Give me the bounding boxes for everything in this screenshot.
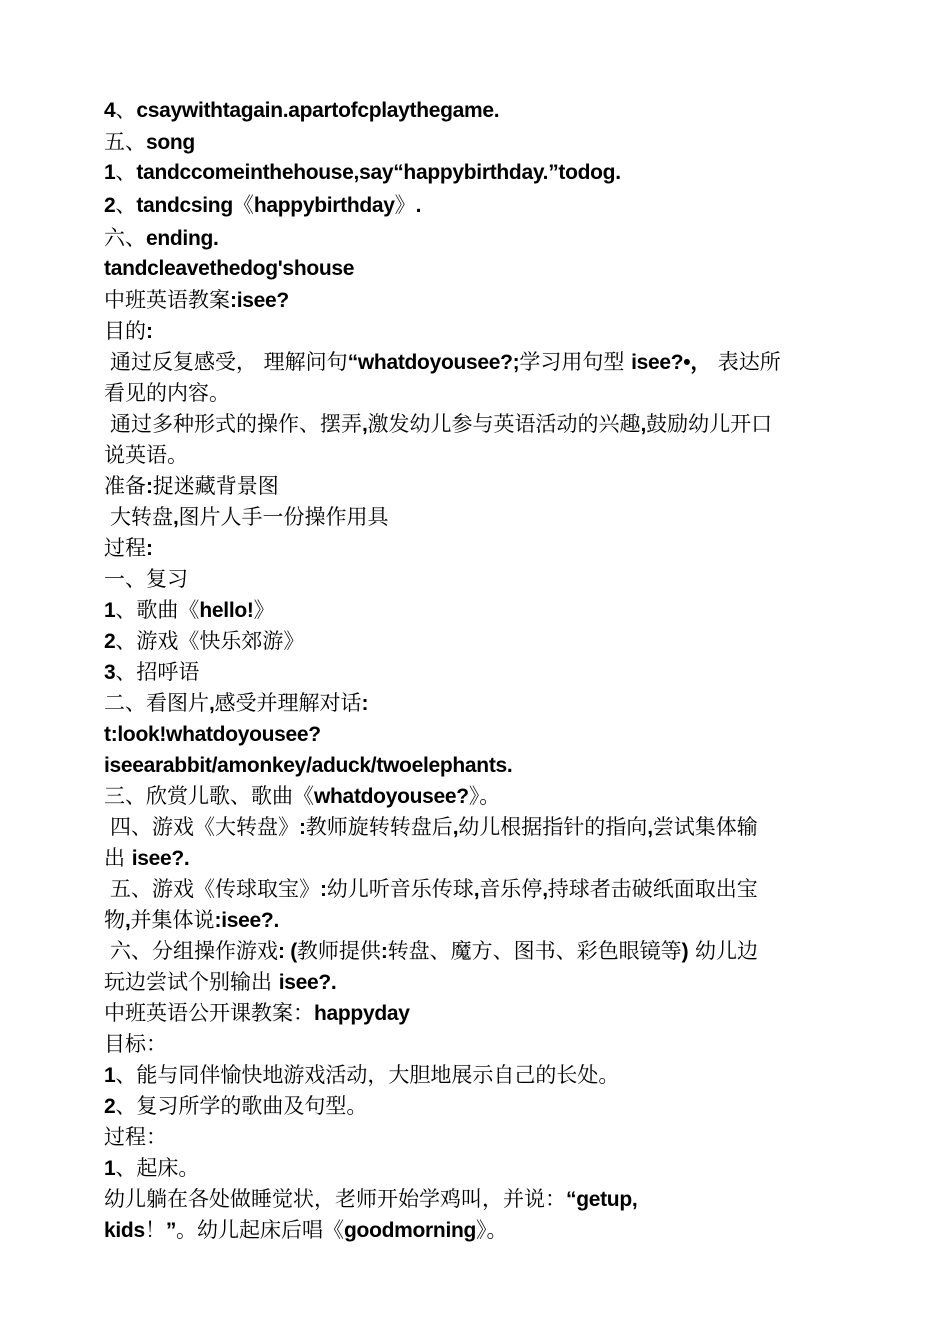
text-line <box>104 127 864 158</box>
chinese-text-segment: 表达所 <box>711 350 781 374</box>
latin-text-segment: ) <box>681 940 689 963</box>
latin-text-segment: hello! <box>199 599 254 622</box>
latin-text-segment: tandccomeinthehouse,say“happybirthday.”todog. <box>136 161 621 184</box>
text-line <box>104 471 864 502</box>
latin-text-segment: ending. <box>146 227 219 250</box>
latin-text-segment: goodmorning <box>344 1219 477 1242</box>
latin-text-segment: isee?. <box>278 971 337 994</box>
text-line <box>104 781 864 812</box>
chinese-text-segment: 持球者击破纸面取出宝 <box>547 877 758 901</box>
text-line <box>104 1184 864 1215</box>
latin-text-segment: “getup, <box>566 1188 638 1211</box>
latin-text-segment: : <box>146 475 153 498</box>
text-line <box>104 1215 864 1246</box>
latin-text-segment: : <box>299 816 306 839</box>
chinese-text-segment: 五、游戏《传球取宝》 <box>110 877 320 901</box>
chinese-text-segment: 尝试集体输 <box>652 815 758 839</box>
text-line <box>104 253 864 284</box>
chinese-text-segment: 并集体说 <box>130 908 215 932</box>
latin-text-segment: , <box>640 413 647 436</box>
latin-text-segment: 2 <box>104 630 116 653</box>
chinese-text-segment: 、游戏《快乐郊游》 <box>115 629 305 653</box>
text-line <box>104 1029 864 1059</box>
text-line <box>104 719 864 750</box>
text-line <box>104 688 864 719</box>
latin-text-segment: kids <box>104 1219 145 1242</box>
chinese-text-segment: 教师旋转转盘后 <box>305 815 453 839</box>
chinese-text-segment: 、招呼语 <box>115 660 200 684</box>
latin-text-segment: , <box>647 816 653 839</box>
text-line <box>104 316 864 347</box>
latin-text-segment: happybirthday <box>253 194 395 217</box>
latin-text-segment: tandcsing <box>136 194 233 217</box>
chinese-text-segment: 五、 <box>104 130 146 154</box>
text-line <box>104 95 864 126</box>
text-line <box>104 157 864 188</box>
chinese-text-segment: 感受并理解对话 <box>214 691 362 715</box>
text-line <box>104 285 864 316</box>
latin-text-segment: ” <box>165 1219 177 1242</box>
latin-text-segment: 1 <box>104 161 116 184</box>
chinese-text-segment: 说英语。 <box>104 443 188 467</box>
chinese-text-segment: 六、分组操作游戏 <box>110 939 278 963</box>
latin-text-segment: 1 <box>104 1064 116 1087</box>
chinese-text-segment: 》。 <box>476 1218 508 1242</box>
latin-text-segment: :isee?. <box>214 909 279 932</box>
latin-text-segment: csaywithtagain.apartofcplaythegame. <box>136 99 500 122</box>
chinese-text-segment: 二、看图片 <box>104 691 209 715</box>
latin-text-segment: t:look!whatdoyousee? <box>104 723 321 746</box>
chinese-text-segment: 捉迷藏背景图 <box>152 474 279 498</box>
latin-text-segment: , <box>362 413 368 436</box>
chinese-text-segment: 目的 <box>104 319 146 343</box>
chinese-text-segment: 、歌曲《 <box>115 598 200 622</box>
latin-text-segment: song <box>146 131 195 154</box>
chinese-text-segment: 出 <box>104 846 132 870</box>
chinese-text-segment: ！ <box>144 1218 166 1242</box>
chinese-text-segment: 准备 <box>104 474 146 498</box>
latin-text-segment: : <box>361 692 369 715</box>
text-line <box>104 595 864 626</box>
latin-text-segment: isee?•， <box>631 351 712 374</box>
latin-text-segment: , <box>473 878 480 901</box>
chinese-text-segment: 大转盘 <box>110 505 173 529</box>
latin-text-segment: , <box>173 506 179 529</box>
chinese-text-segment: 一、复习 <box>104 567 188 591</box>
chinese-text-segment: 、复习所学的歌曲及句型。 <box>115 1094 368 1118</box>
text-line <box>110 409 870 440</box>
text-line <box>110 936 870 967</box>
chinese-text-segment: 转盘、魔方、图书、彩色眼镜等 <box>387 939 682 963</box>
chinese-text-segment: 、能与同伴愉快地游戏活动，大胆地展示自己的长处。 <box>115 1063 620 1087</box>
text-line <box>104 533 864 564</box>
text-line <box>104 998 864 1029</box>
latin-text-segment: , <box>209 692 215 715</box>
chinese-text-segment: 幼儿根据指针的指向 <box>458 815 648 839</box>
chinese-text-segment: 三、欣赏儿歌、歌曲《 <box>104 784 314 808</box>
text-line <box>104 440 864 470</box>
chinese-text-segment: 过程： <box>104 1125 167 1149</box>
latin-text-segment: 2 <box>104 194 116 217</box>
chinese-text-segment: 中班英语公开课教案： <box>104 1001 314 1025</box>
latin-text-segment: :isee? <box>230 289 289 312</box>
chinese-text-segment: 、 <box>115 98 137 122</box>
latin-text-segment: iseearabbit/amonkey/aduck/twoelephants. <box>104 754 513 777</box>
chinese-text-segment: 过程 <box>104 536 146 560</box>
latin-text-segment: , <box>125 909 131 932</box>
latin-text-segment: 2 <box>104 1095 116 1118</box>
text-line <box>110 347 870 378</box>
text-line <box>104 190 864 221</box>
chinese-text-segment: 激发幼儿参与英语活动的兴趣 <box>367 412 641 436</box>
chinese-text-segment: 教师提供 <box>296 939 381 963</box>
chinese-text-segment: 。幼儿起床后唱《 <box>176 1218 345 1242</box>
chinese-text-segment: 通过多种形式的操作、摆弄 <box>110 412 362 436</box>
text-line <box>104 843 864 874</box>
chinese-text-segment: 图片人手一份操作用具 <box>178 505 389 529</box>
text-line <box>104 378 864 408</box>
text-line <box>104 564 864 594</box>
chinese-text-segment: 幼儿边 <box>688 939 759 963</box>
chinese-text-segment: 》 <box>253 598 275 622</box>
latin-text-segment: : <box>146 320 153 343</box>
text-line <box>104 223 864 254</box>
chinese-text-segment: 幼儿听音乐传球 <box>326 877 474 901</box>
text-line <box>104 626 864 657</box>
text-line <box>104 1153 864 1184</box>
latin-text-segment: “whatdoyousee?; <box>347 351 520 374</box>
chinese-text-segment: 学习用句型 <box>519 350 632 374</box>
chinese-text-segment: 》。 <box>468 784 501 808</box>
chinese-text-segment: 幼儿躺在各处做睡觉状，老师开始学鸡叫，并说： <box>104 1187 566 1211</box>
latin-text-segment: : ( <box>278 940 297 963</box>
chinese-text-segment: 》 <box>394 193 416 217</box>
latin-text-segment: . <box>415 194 422 217</box>
text-line <box>104 1122 864 1152</box>
latin-text-segment: , <box>452 816 459 839</box>
text-line <box>104 905 864 936</box>
latin-text-segment: whatdoyousee? <box>314 785 469 808</box>
chinese-text-segment: 中班英语教案 <box>104 288 230 312</box>
chinese-text-segment: 四、游戏《大转盘》 <box>110 815 299 839</box>
text-line <box>110 502 870 533</box>
latin-text-segment: 3 <box>104 661 116 684</box>
chinese-text-segment: 、起床。 <box>115 1156 200 1180</box>
text-line <box>104 657 864 688</box>
chinese-text-segment: 物 <box>104 908 125 932</box>
latin-text-segment: isee?. <box>131 847 190 870</box>
chinese-text-segment: 通过反复感受， 理解问句 <box>110 350 348 374</box>
latin-text-segment: 1 <box>104 1157 116 1180</box>
chinese-text-segment: 看见的内容。 <box>104 381 230 405</box>
chinese-text-segment: 、 <box>115 160 137 184</box>
text-line <box>110 812 870 843</box>
latin-text-segment: 1 <box>104 599 116 622</box>
latin-text-segment: happyday <box>314 1002 410 1025</box>
latin-text-segment: : <box>320 878 327 901</box>
chinese-text-segment: 《 <box>232 193 254 217</box>
text-line <box>104 750 864 781</box>
chinese-text-segment: 六、 <box>104 226 146 250</box>
chinese-text-segment: 鼓励幼儿开口 <box>646 412 773 436</box>
text-line <box>104 1060 864 1091</box>
latin-text-segment: , <box>542 878 548 901</box>
text-line <box>110 874 870 905</box>
latin-text-segment: 4 <box>104 99 116 122</box>
latin-text-segment: : <box>146 537 153 560</box>
text-line <box>104 967 864 998</box>
chinese-text-segment: 玩边尝试个别输出 <box>104 970 279 994</box>
chinese-text-segment: 音乐停 <box>479 877 543 901</box>
chinese-text-segment: 、 <box>115 193 137 217</box>
latin-text-segment: : <box>380 940 388 963</box>
text-line <box>104 1091 864 1122</box>
chinese-text-segment: 目标： <box>104 1032 167 1056</box>
latin-text-segment: tandcleavethedog'shouse <box>104 257 355 280</box>
